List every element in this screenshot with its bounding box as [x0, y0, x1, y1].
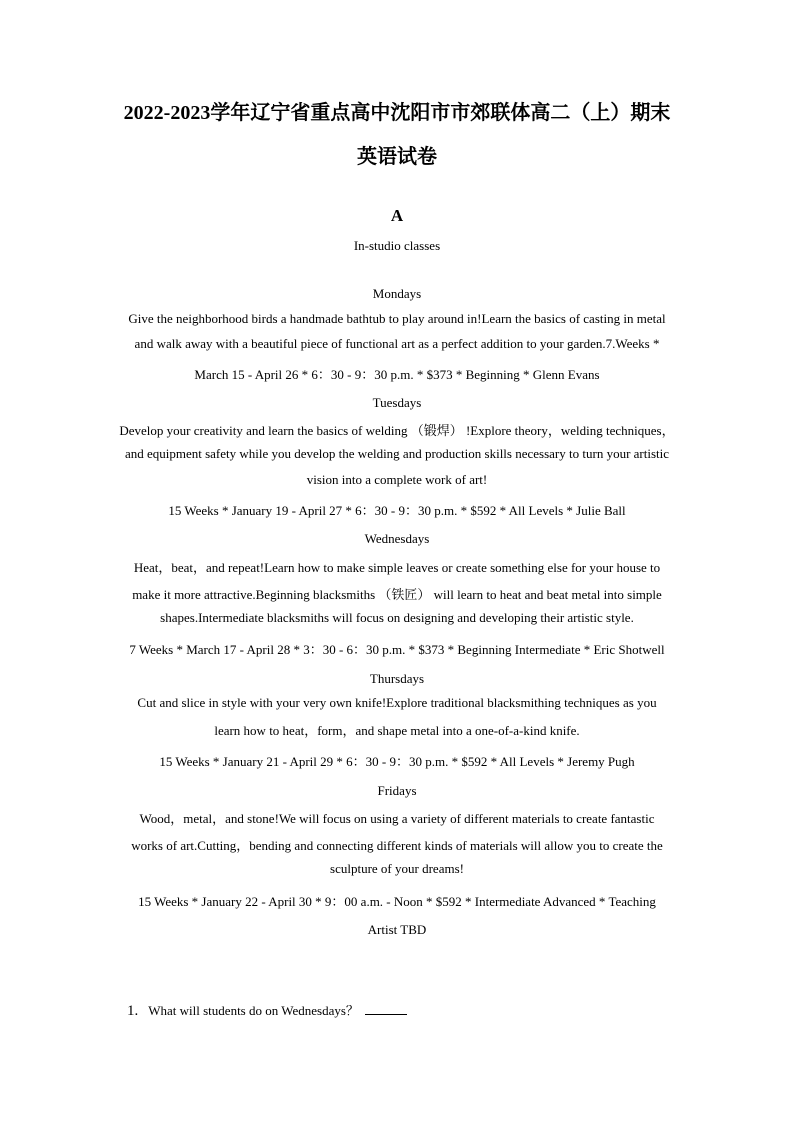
class-description-line: and walk away with a beautiful piece of functional art as a perfect addition to your garden.7.Weeks * [134, 336, 660, 351]
class-description-line: make it more attractive.Beginning blacksmiths （铁匠） will learn to heat and beat metal into simple [132, 587, 662, 602]
class-description-line: learn how to heat，form，and shape metal into a one-of-a-kind knife. [214, 723, 580, 738]
class-details-line: 15 Weeks * January 21 - April 29 * 6：30 - 9：30 p.m. * $592 * All Levels * Jeremy Pugh [159, 754, 635, 769]
question-1 [127, 1000, 407, 1020]
exam-title-line2: 英语试卷 [357, 146, 437, 168]
question-text: What will students do on Wednesdays？ [148, 1003, 359, 1018]
class-description-line: Develop your creativity and learn the basics of welding （锻焊） !Explore theory，welding techniques， [119, 423, 675, 438]
question-number: 1. [127, 1003, 139, 1019]
class-description-line: Cut and slice in style with your very own knife!Explore traditional blacksmithing techniques as you [137, 695, 657, 710]
class-details-line: 15 Weeks * January 19 - April 27 * 6：30 - 9：30 p.m. * $592 * All Levels * Julie Ball [168, 503, 626, 518]
class-day-thursdays: Thursdays [369, 671, 425, 686]
class-description-line: vision into a complete work of art! [306, 472, 488, 487]
section-letter: A [390, 206, 404, 225]
class-details-line: 15 Weeks * January 22 - April 30 * 9：00 a.m. - Noon * $592 * Intermediate Advanced * Teaching [138, 894, 656, 909]
class-day-mondays: Mondays [372, 286, 422, 301]
class-description-line: Give the neighborhood birds a handmade bathtub to play around in!Learn the basics of casting in metal [128, 311, 666, 326]
class-details-line: March 15 - April 26 * 6：30 - 9：30 p.m. * $373 * Beginning * Glenn Evans [194, 367, 600, 382]
class-description-line: Heat，beat，and repeat!Learn how to make simple leaves or create something else for your house to [133, 560, 661, 575]
class-description-line: sculpture of your dreams! [330, 861, 464, 876]
class-description-line: Wood，metal，and stone!We will focus on using a variety of different materials to create fantastic [139, 811, 655, 826]
class-description-line: and equipment safety while you develop the welding and production skills necessary to turn your artistic [124, 446, 670, 461]
class-day-wednesdays: Wednesdays [364, 531, 430, 546]
class-details-line: 7 Weeks * March 17 - April 28 * 3：30 - 6：30 p.m. * $373 * Beginning Intermediate * Eric Shotwell [129, 642, 665, 657]
section-subtitle: In-studio classes [353, 238, 441, 253]
class-description-line: works of art.Cutting，bending and connecting different kinds of materials will allow you to create the [131, 838, 663, 853]
answer-blank[interactable] [365, 1002, 407, 1015]
class-day-fridays: Fridays [377, 783, 417, 798]
exam-title-line1: 2022-2023学年辽宁省重点高中沈阳市市郊联体高二（上）期末 [123, 102, 671, 124]
class-details-line: Artist TBD [367, 922, 427, 937]
class-description-line: shapes.Intermediate blacksmiths will focus on designing and developing their artistic style. [160, 610, 634, 625]
class-day-tuesdays: Tuesdays [372, 395, 422, 410]
